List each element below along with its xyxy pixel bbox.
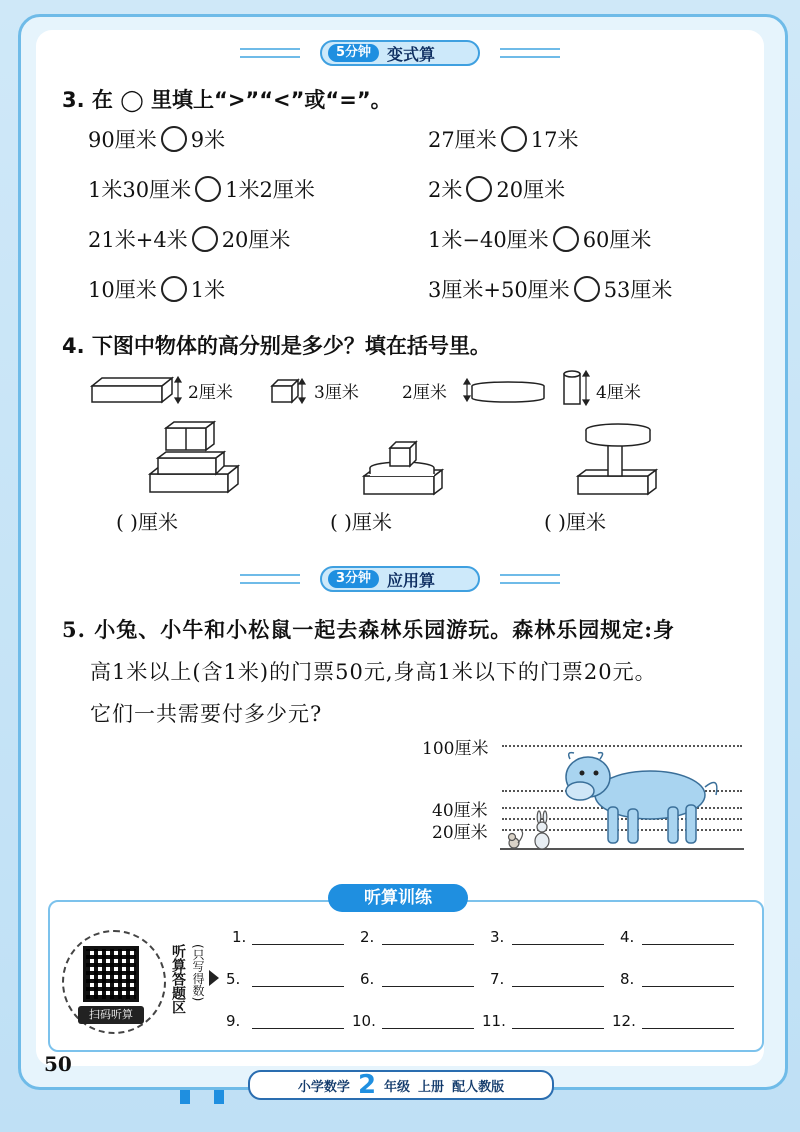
pill-stripe-left — [240, 574, 300, 584]
compare-left: 21米+4米 — [88, 228, 188, 252]
footer-grade: 年级 — [384, 1079, 411, 1095]
compare-right: 17米 — [530, 128, 579, 152]
section-time: 3分钟 — [328, 570, 379, 588]
answer-circle[interactable] — [466, 176, 492, 202]
answer-circle[interactable] — [192, 226, 218, 252]
ref-height-label: 4厘米 — [596, 383, 641, 403]
answer-blank[interactable] — [252, 944, 344, 945]
answer-circle[interactable] — [553, 226, 579, 252]
bottom-tab — [180, 1090, 190, 1104]
qr-code-icon[interactable] — [83, 946, 139, 1002]
compare-left: 90厘米 — [88, 128, 157, 152]
blank-number: 9. — [226, 1012, 241, 1030]
page-number: 50 — [44, 1052, 72, 1076]
footer-grade-number: 2 — [357, 1070, 377, 1100]
compare-right: 9米 — [190, 128, 226, 152]
bottom-tab — [214, 1090, 224, 1104]
section-pill-application — [320, 566, 480, 592]
height-answer-blank[interactable]: ( )厘米 — [544, 510, 606, 534]
answer-blank[interactable] — [642, 944, 734, 945]
blank-number: 5. — [226, 970, 241, 988]
question-5-line: 它们一共需要付多少元? — [90, 702, 323, 726]
scale-label-20: 20厘米 — [432, 823, 488, 843]
footer-term: 上册 — [418, 1079, 445, 1095]
answer-blank[interactable] — [512, 1028, 604, 1029]
blank-number: 10. — [352, 1012, 376, 1030]
blank-number: 1. — [232, 928, 247, 946]
answer-area-label: 听算答题区 — [170, 944, 186, 1014]
compare-item — [428, 224, 651, 254]
height-answer-blank[interactable]: ( )厘米 — [330, 510, 392, 534]
triangle-arrow-icon — [209, 970, 219, 986]
answer-circle[interactable] — [574, 276, 600, 302]
animals-illustration — [500, 745, 740, 850]
answer-blank[interactable] — [512, 986, 604, 987]
compare-left: 10厘米 — [88, 278, 157, 302]
compare-item — [88, 224, 290, 254]
footer-subject: 小学数学 — [297, 1079, 350, 1095]
ref-height-label: 2厘米 — [188, 383, 233, 403]
compare-item — [428, 124, 578, 154]
answer-blank[interactable] — [512, 944, 604, 945]
pill-stripe-right — [500, 574, 560, 584]
question-5-line: 5. 小兔、小牛和小松鼠一起去森林乐园游玩。森林乐园规定:身 — [62, 617, 675, 642]
compare-right: 60厘米 — [582, 228, 652, 252]
compare-item — [428, 274, 672, 304]
blank-number: 11. — [482, 1012, 506, 1030]
compare-right: 53厘米 — [603, 278, 673, 302]
answer-circle[interactable] — [195, 176, 221, 202]
blank-number: 6. — [360, 970, 375, 988]
question-3-title: 3. 在 ◯ 里填上“>”“<”或“=”。 — [62, 88, 392, 112]
compare-item — [88, 124, 225, 154]
answer-circle[interactable] — [161, 276, 187, 302]
listening-title: 听算训练 — [328, 884, 468, 912]
compare-item — [88, 174, 315, 204]
compare-left: 1米30厘米 — [88, 178, 192, 202]
book-footer — [248, 1070, 554, 1100]
answer-blank[interactable] — [252, 986, 344, 987]
compare-left: 3厘米+50厘米 — [428, 278, 570, 302]
answer-blank[interactable] — [252, 1028, 344, 1029]
answer-blank[interactable] — [642, 986, 734, 987]
compare-right: 20厘米 — [221, 228, 291, 252]
compare-left: 27厘米 — [428, 128, 497, 152]
section-time: 5分钟 — [328, 44, 379, 62]
answer-circle[interactable] — [501, 126, 527, 152]
blank-number: 3. — [490, 928, 505, 946]
compare-right: 1米 — [190, 278, 226, 302]
answer-circle[interactable] — [161, 126, 187, 152]
answer-blank[interactable] — [382, 986, 474, 987]
question-4-title: 4. 下图中物体的高分别是多少？填在括号里。 — [62, 334, 491, 358]
footer-edition: 配人教版 — [452, 1079, 505, 1095]
answer-blank[interactable] — [382, 944, 474, 945]
compare-left: 1米−40厘米 — [428, 228, 549, 252]
section-name: 应用算 — [387, 570, 436, 590]
blank-number: 7. — [490, 970, 505, 988]
answer-area-note: (只写得数) — [191, 944, 205, 1002]
ref-height-label: 2厘米 — [402, 383, 447, 403]
section-pill-variant — [320, 40, 480, 66]
section-name: 变式算 — [387, 44, 436, 64]
blank-number: 8. — [620, 970, 635, 988]
scale-label-40: 40厘米 — [432, 801, 488, 821]
compare-right: 1米2厘米 — [225, 178, 315, 202]
compare-right: 20厘米 — [496, 178, 566, 202]
pill-stripe-right — [500, 48, 560, 58]
blank-number: 4. — [620, 928, 635, 946]
height-answer-blank[interactable]: ( )厘米 — [116, 510, 178, 534]
compare-left: 2米 — [428, 178, 463, 202]
compare-item — [428, 174, 565, 204]
question-5-line: 高1米以上(含1米)的门票50元,身高1米以下的门票20元。 — [90, 660, 657, 684]
pill-stripe-left — [240, 48, 300, 58]
answer-blank[interactable] — [642, 1028, 734, 1029]
blank-number: 12. — [612, 1012, 636, 1030]
answer-blank[interactable] — [382, 1028, 474, 1029]
compare-item — [88, 274, 225, 304]
blank-number: 2. — [360, 928, 375, 946]
qr-label: 扫码听算 — [78, 1006, 144, 1024]
ref-height-label: 3厘米 — [314, 383, 359, 403]
scale-label-100: 100厘米 — [422, 739, 489, 759]
